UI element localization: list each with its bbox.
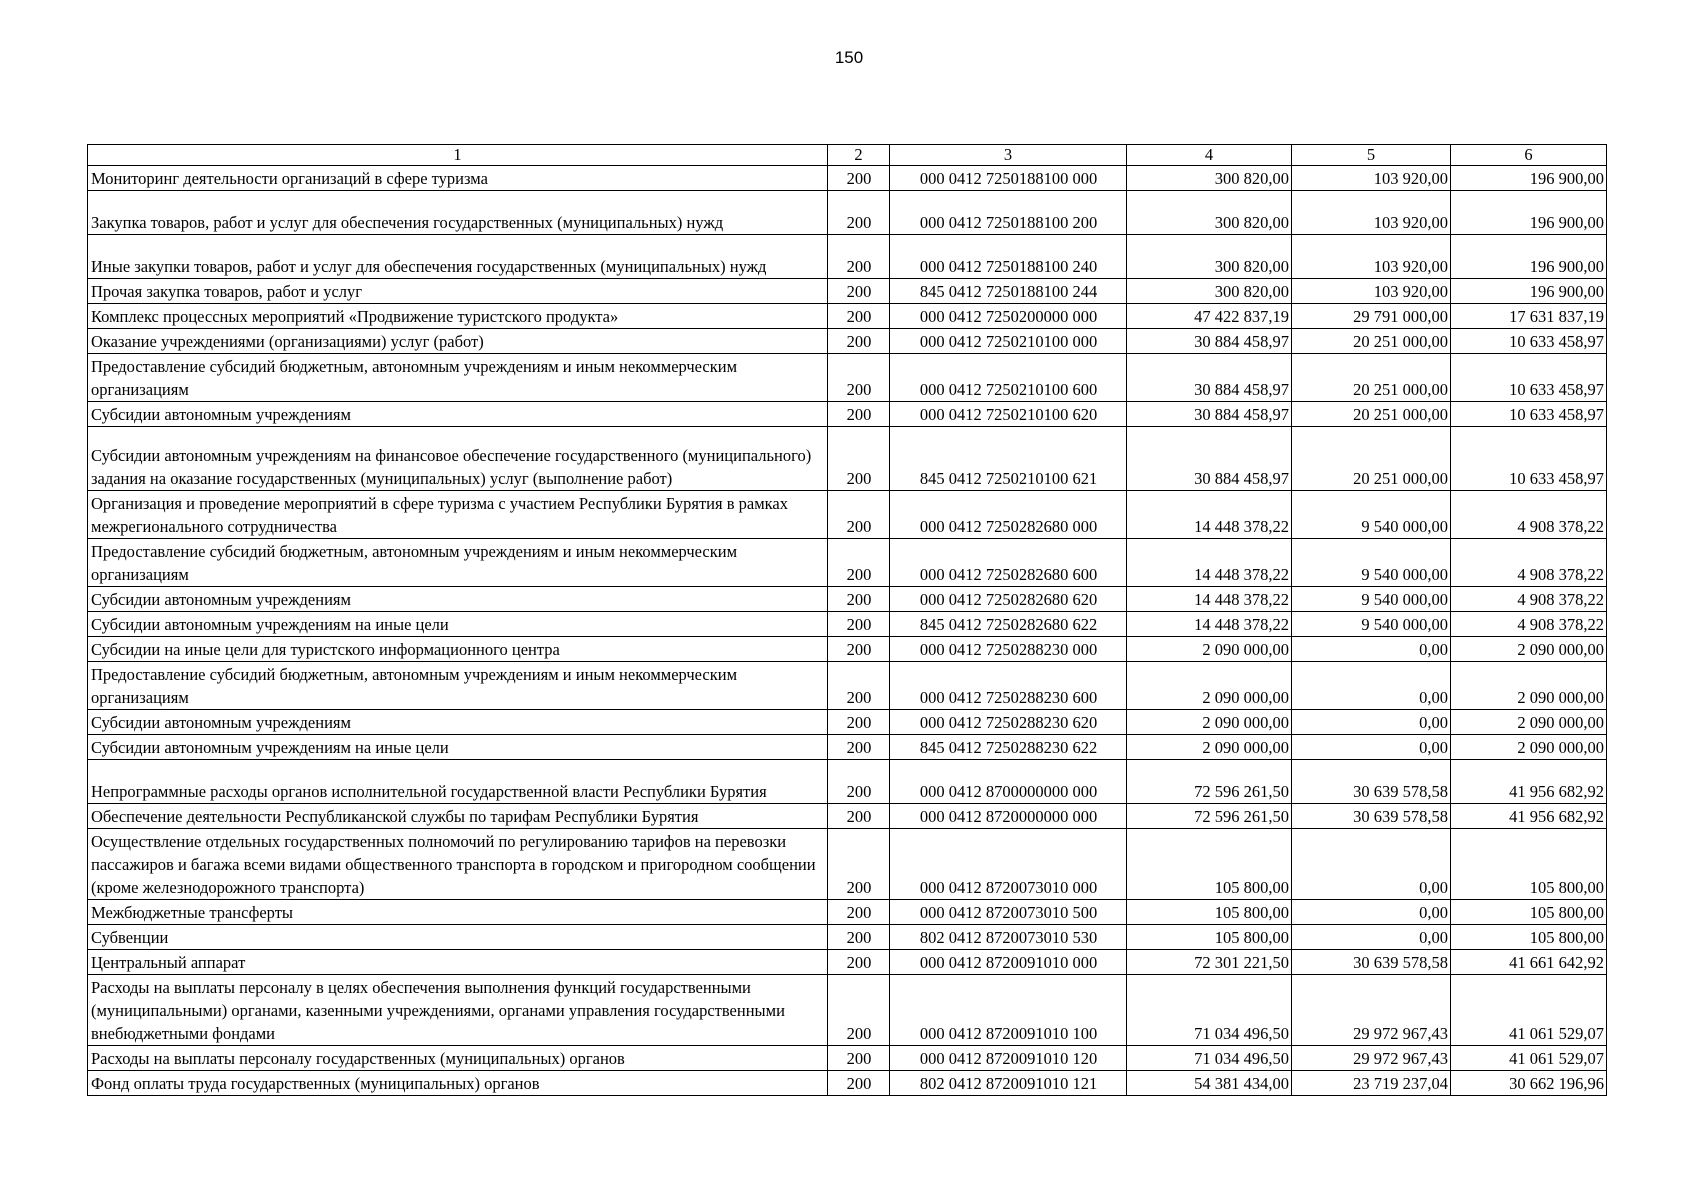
row-col2-cell: 200 <box>828 804 890 829</box>
row-col2-cell: 200 <box>828 235 890 279</box>
row-col2-cell: 200 <box>828 950 890 975</box>
budget-table <box>87 144 1607 1096</box>
row-col2-cell: 200 <box>828 427 890 491</box>
column-header-5: 5 <box>1292 145 1451 166</box>
row-code-cell: 000 0412 7250210100 000 <box>890 329 1127 354</box>
row-name-cell: Предоставление субсидий бюджетным, автономным учреждениям и иным некоммерческим организациям <box>88 539 828 587</box>
column-header-6: 6 <box>1451 145 1607 166</box>
row-col6-cell: 196 900,00 <box>1451 166 1607 191</box>
row-code-cell: 000 0412 7250282680 000 <box>890 491 1127 539</box>
row-col6-cell: 30 662 196,96 <box>1451 1071 1607 1096</box>
row-col5-cell: 0,00 <box>1292 637 1451 662</box>
row-name-cell: Субвенции <box>88 925 828 950</box>
row-col4-cell: 71 034 496,50 <box>1127 975 1292 1046</box>
row-code-cell: 000 0412 8720091010 120 <box>890 1046 1127 1071</box>
row-code-cell: 000 0412 7250210100 600 <box>890 354 1127 402</box>
row-col4-cell: 2 090 000,00 <box>1127 710 1292 735</box>
row-name-cell: Организация и проведение мероприятий в сфере туризма с участием Республики Бурятия в рамках межрегионального сотрудничества <box>88 491 828 539</box>
row-col2-cell: 200 <box>828 587 890 612</box>
row-name-cell: Субсидии автономным учреждениям на финансовое обеспечение государственного (муниципального) задания на оказание государственных (муниципальных) услуг (выполнение работ) <box>88 427 828 491</box>
row-col5-cell: 0,00 <box>1292 735 1451 760</box>
table-row <box>88 587 1607 612</box>
row-col6-cell: 17 631 837,19 <box>1451 304 1607 329</box>
row-col6-cell: 2 090 000,00 <box>1451 735 1607 760</box>
page-number: 150 <box>834 48 864 67</box>
row-col4-cell: 105 800,00 <box>1127 900 1292 925</box>
row-col5-cell: 0,00 <box>1292 710 1451 735</box>
row-col5-cell: 29 791 000,00 <box>1292 304 1451 329</box>
row-code-cell: 000 0412 7250288230 000 <box>890 637 1127 662</box>
row-col2-cell: 200 <box>828 829 890 900</box>
row-col4-cell: 2 090 000,00 <box>1127 637 1292 662</box>
row-col4-cell: 47 422 837,19 <box>1127 304 1292 329</box>
row-col6-cell: 41 956 682,92 <box>1451 804 1607 829</box>
row-name-cell: Непрограммные расходы органов исполнительной государственной власти Республики Бурятия <box>88 760 828 804</box>
row-col4-cell: 30 884 458,97 <box>1127 329 1292 354</box>
table-header <box>88 145 1607 166</box>
row-name-cell: Расходы на выплаты персоналу в целях обеспечения выполнения функций государственными (муниципальными) органами, казенными учреждениями, органами управления государственными внебюджетными фондами <box>88 975 828 1046</box>
row-code-cell: 845 0412 7250282680 622 <box>890 612 1127 637</box>
row-code-cell: 000 0412 8720073010 000 <box>890 829 1127 900</box>
row-col4-cell: 300 820,00 <box>1127 235 1292 279</box>
column-header-4: 4 <box>1127 145 1292 166</box>
row-name-cell: Расходы на выплаты персоналу государственных (муниципальных) органов <box>88 1046 828 1071</box>
row-col2-cell: 200 <box>828 637 890 662</box>
row-col5-cell: 20 251 000,00 <box>1292 427 1451 491</box>
row-col4-cell: 71 034 496,50 <box>1127 1046 1292 1071</box>
row-col2-cell: 200 <box>828 760 890 804</box>
row-col5-cell: 103 920,00 <box>1292 235 1451 279</box>
row-code-cell: 000 0412 7250188100 240 <box>890 235 1127 279</box>
header-row <box>88 145 1607 166</box>
row-code-cell: 000 0412 7250210100 620 <box>890 402 1127 427</box>
row-name-cell: Комплекс процессных мероприятий «Продвижение туристского продукта» <box>88 304 828 329</box>
row-col2-cell: 200 <box>828 710 890 735</box>
table-row <box>88 427 1607 491</box>
row-name-cell: Субсидии автономным учреждениям <box>88 587 828 612</box>
row-col4-cell: 72 301 221,50 <box>1127 950 1292 975</box>
row-name-cell: Предоставление субсидий бюджетным, автономным учреждениям и иным некоммерческим организациям <box>88 662 828 710</box>
row-col6-cell: 10 633 458,97 <box>1451 329 1607 354</box>
row-code-cell: 000 0412 7250282680 600 <box>890 539 1127 587</box>
table-row <box>88 166 1607 191</box>
row-col2-cell: 200 <box>828 975 890 1046</box>
row-col5-cell: 103 920,00 <box>1292 166 1451 191</box>
row-name-cell: Обеспечение деятельности Республиканской службы по тарифам Республики Бурятия <box>88 804 828 829</box>
row-col6-cell: 41 061 529,07 <box>1451 1046 1607 1071</box>
row-col2-cell: 200 <box>828 900 890 925</box>
row-code-cell: 802 0412 8720091010 121 <box>890 1071 1127 1096</box>
row-col2-cell: 200 <box>828 402 890 427</box>
row-col6-cell: 10 633 458,97 <box>1451 354 1607 402</box>
row-col5-cell: 0,00 <box>1292 900 1451 925</box>
row-col2-cell: 200 <box>828 925 890 950</box>
row-code-cell: 000 0412 7250188100 000 <box>890 166 1127 191</box>
table-row <box>88 975 1607 1046</box>
row-col5-cell: 0,00 <box>1292 829 1451 900</box>
table-row <box>88 760 1607 804</box>
row-code-cell: 000 0412 8720091010 100 <box>890 975 1127 1046</box>
row-col5-cell: 30 639 578,58 <box>1292 760 1451 804</box>
row-col6-cell: 2 090 000,00 <box>1451 637 1607 662</box>
row-col4-cell: 72 596 261,50 <box>1127 804 1292 829</box>
table-row <box>88 1046 1607 1071</box>
row-col6-cell: 105 800,00 <box>1451 925 1607 950</box>
row-col6-cell: 41 956 682,92 <box>1451 760 1607 804</box>
row-col5-cell: 0,00 <box>1292 662 1451 710</box>
row-col5-cell: 20 251 000,00 <box>1292 354 1451 402</box>
table-row <box>88 539 1607 587</box>
row-col6-cell: 196 900,00 <box>1451 191 1607 235</box>
row-name-cell: Иные закупки товаров, работ и услуг для обеспечения государственных (муниципальных) нужд <box>88 235 828 279</box>
row-col4-cell: 14 448 378,22 <box>1127 539 1292 587</box>
row-name-cell: Закупка товаров, работ и услуг для обеспечения государственных (муниципальных) нужд <box>88 191 828 235</box>
table-row <box>88 612 1607 637</box>
row-code-cell: 845 0412 7250188100 244 <box>890 279 1127 304</box>
row-col6-cell: 2 090 000,00 <box>1451 710 1607 735</box>
row-col5-cell: 20 251 000,00 <box>1292 329 1451 354</box>
row-col4-cell: 2 090 000,00 <box>1127 735 1292 760</box>
column-header-3: 3 <box>890 145 1127 166</box>
row-col4-cell: 54 381 434,00 <box>1127 1071 1292 1096</box>
table-row <box>88 829 1607 900</box>
row-col2-cell: 200 <box>828 304 890 329</box>
table-row <box>88 900 1607 925</box>
table-row <box>88 402 1607 427</box>
row-col2-cell: 200 <box>828 491 890 539</box>
row-col5-cell: 30 639 578,58 <box>1292 950 1451 975</box>
row-col6-cell: 4 908 378,22 <box>1451 539 1607 587</box>
row-col6-cell: 105 800,00 <box>1451 900 1607 925</box>
row-code-cell: 000 0412 7250200000 000 <box>890 304 1127 329</box>
row-col4-cell: 300 820,00 <box>1127 279 1292 304</box>
row-col5-cell: 29 972 967,43 <box>1292 975 1451 1046</box>
row-code-cell: 000 0412 8720000000 000 <box>890 804 1127 829</box>
table-row <box>88 235 1607 279</box>
row-col6-cell: 105 800,00 <box>1451 829 1607 900</box>
row-col5-cell: 30 639 578,58 <box>1292 804 1451 829</box>
row-col4-cell: 105 800,00 <box>1127 829 1292 900</box>
table-row <box>88 735 1607 760</box>
row-col6-cell: 10 633 458,97 <box>1451 427 1607 491</box>
row-col4-cell: 105 800,00 <box>1127 925 1292 950</box>
row-col6-cell: 41 061 529,07 <box>1451 975 1607 1046</box>
table-row <box>88 329 1607 354</box>
row-col5-cell: 9 540 000,00 <box>1292 587 1451 612</box>
row-col2-cell: 200 <box>828 735 890 760</box>
row-col2-cell: 200 <box>828 279 890 304</box>
row-col5-cell: 9 540 000,00 <box>1292 539 1451 587</box>
row-col5-cell: 9 540 000,00 <box>1292 612 1451 637</box>
row-col5-cell: 9 540 000,00 <box>1292 491 1451 539</box>
row-col4-cell: 72 596 261,50 <box>1127 760 1292 804</box>
row-code-cell: 000 0412 7250288230 600 <box>890 662 1127 710</box>
row-name-cell: Центральный аппарат <box>88 950 828 975</box>
row-col4-cell: 300 820,00 <box>1127 166 1292 191</box>
row-col5-cell: 0,00 <box>1292 925 1451 950</box>
row-col5-cell: 20 251 000,00 <box>1292 402 1451 427</box>
table-row <box>88 304 1607 329</box>
row-col5-cell: 23 719 237,04 <box>1292 1071 1451 1096</box>
table-row <box>88 710 1607 735</box>
row-col6-cell: 196 900,00 <box>1451 279 1607 304</box>
row-col6-cell: 4 908 378,22 <box>1451 612 1607 637</box>
table-body <box>88 166 1607 1096</box>
row-name-cell: Субсидии автономным учреждениям на иные цели <box>88 735 828 760</box>
row-col4-cell: 30 884 458,97 <box>1127 427 1292 491</box>
table-row <box>88 662 1607 710</box>
row-col2-cell: 200 <box>828 662 890 710</box>
row-code-cell: 000 0412 7250288230 620 <box>890 710 1127 735</box>
row-name-cell: Субсидии автономным учреждениям <box>88 402 828 427</box>
row-code-cell: 000 0412 8700000000 000 <box>890 760 1127 804</box>
row-col2-cell: 200 <box>828 612 890 637</box>
row-col4-cell: 2 090 000,00 <box>1127 662 1292 710</box>
row-name-cell: Осуществление отдельных государственных полномочий по регулированию тарифов на перевозки пассажиров и багажа всеми видами общественного транспорта в городском и пригородном сообщении (кроме железнодорожного транспорта) <box>88 829 828 900</box>
table-row <box>88 191 1607 235</box>
row-col2-cell: 200 <box>828 191 890 235</box>
row-code-cell: 000 0412 8720073010 500 <box>890 900 1127 925</box>
row-name-cell: Фонд оплаты труда государственных (муниципальных) органов <box>88 1071 828 1096</box>
row-code-cell: 000 0412 8720091010 000 <box>890 950 1127 975</box>
table-row <box>88 925 1607 950</box>
table-row <box>88 354 1607 402</box>
row-code-cell: 845 0412 7250210100 621 <box>890 427 1127 491</box>
table-row <box>88 804 1607 829</box>
row-code-cell: 000 0412 7250282680 620 <box>890 587 1127 612</box>
table-row <box>88 1071 1607 1096</box>
row-col5-cell: 103 920,00 <box>1292 279 1451 304</box>
row-col2-cell: 200 <box>828 354 890 402</box>
row-name-cell: Оказание учреждениями (организациями) услуг (работ) <box>88 329 828 354</box>
row-col2-cell: 200 <box>828 329 890 354</box>
row-col4-cell: 300 820,00 <box>1127 191 1292 235</box>
table-row <box>88 279 1607 304</box>
row-name-cell: Межбюджетные трансферты <box>88 900 828 925</box>
row-col2-cell: 200 <box>828 539 890 587</box>
row-name-cell: Субсидии на иные цели для туристского информационного центра <box>88 637 828 662</box>
row-col4-cell: 30 884 458,97 <box>1127 354 1292 402</box>
row-col5-cell: 29 972 967,43 <box>1292 1046 1451 1071</box>
row-col4-cell: 14 448 378,22 <box>1127 587 1292 612</box>
row-name-cell: Мониторинг деятельности организаций в сфере туризма <box>88 166 828 191</box>
row-name-cell: Прочая закупка товаров, работ и услуг <box>88 279 828 304</box>
row-col6-cell: 4 908 378,22 <box>1451 491 1607 539</box>
row-name-cell: Субсидии автономным учреждениям на иные цели <box>88 612 828 637</box>
row-code-cell: 000 0412 7250188100 200 <box>890 191 1127 235</box>
row-col4-cell: 14 448 378,22 <box>1127 491 1292 539</box>
row-col2-cell: 200 <box>828 1071 890 1096</box>
row-code-cell: 845 0412 7250288230 622 <box>890 735 1127 760</box>
row-name-cell: Субсидии автономным учреждениям <box>88 710 828 735</box>
row-col5-cell: 103 920,00 <box>1292 191 1451 235</box>
row-col2-cell: 200 <box>828 1046 890 1071</box>
row-col2-cell: 200 <box>828 166 890 191</box>
row-col6-cell: 41 661 642,92 <box>1451 950 1607 975</box>
row-col6-cell: 196 900,00 <box>1451 235 1607 279</box>
row-col6-cell: 2 090 000,00 <box>1451 662 1607 710</box>
column-header-1: 1 <box>88 145 828 166</box>
column-header-2: 2 <box>828 145 890 166</box>
row-col4-cell: 14 448 378,22 <box>1127 612 1292 637</box>
row-col6-cell: 10 633 458,97 <box>1451 402 1607 427</box>
row-code-cell: 802 0412 8720073010 530 <box>890 925 1127 950</box>
row-name-cell: Предоставление субсидий бюджетным, автономным учреждениям и иным некоммерческим организациям <box>88 354 828 402</box>
table-row <box>88 637 1607 662</box>
table-row <box>88 950 1607 975</box>
row-col4-cell: 30 884 458,97 <box>1127 402 1292 427</box>
row-col6-cell: 4 908 378,22 <box>1451 587 1607 612</box>
table-row <box>88 491 1607 539</box>
